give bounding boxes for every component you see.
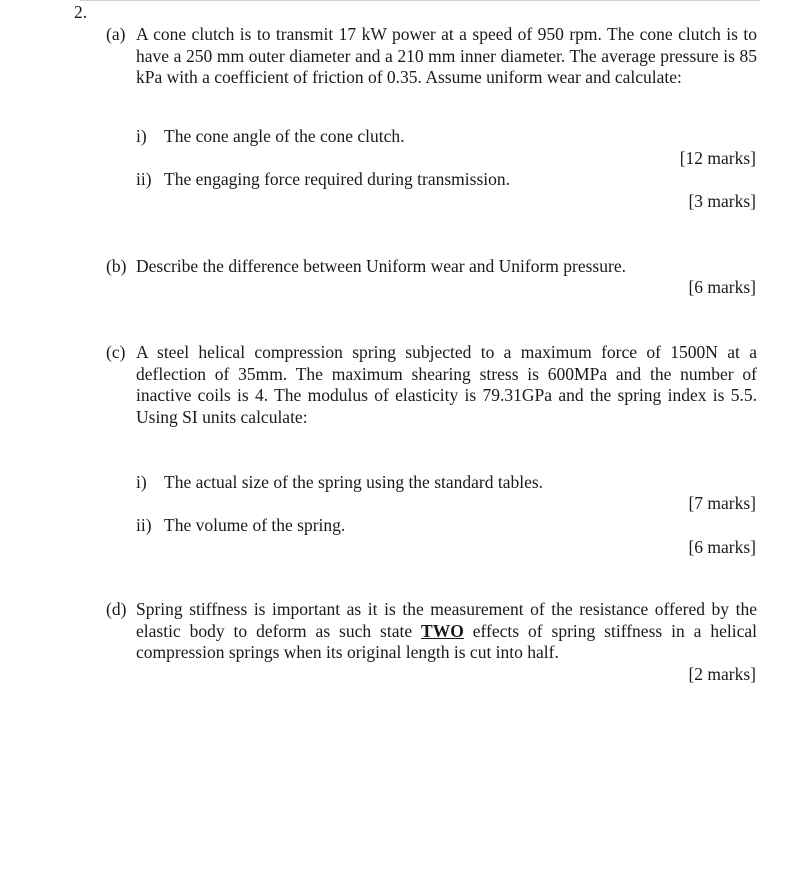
part-b-marks: [6 marks] xyxy=(688,277,756,297)
part-a-sub-2-marks: [3 marks] xyxy=(688,191,756,211)
part-d-text-after: effects of spring stiffness in a helical compression springs when its original length is cut into half. xyxy=(136,620,757,662)
part-c-sub-1-number: i) xyxy=(136,472,147,492)
question-number: 2. xyxy=(74,2,88,22)
part-a-text: A cone clutch is to transmit 17 kW power at a speed of 950 rpm. The cone clutch is to have a 250 mm outer diameter and a 210 mm inner diameter. The average pressure is 85 kPa with a coefficient of friction of 0.35. Assume uniform wear and calculate: xyxy=(136,24,757,87)
part-c-sub-2-number: ii) xyxy=(136,515,152,535)
part-d-marks: [2 marks] xyxy=(688,664,756,684)
part-a-sub-1-number: i) xyxy=(136,126,147,146)
part-a-label: (a) xyxy=(106,24,126,44)
part-d-emphasis: TWO xyxy=(421,620,464,641)
part-c-sub-2-marks: [6 marks] xyxy=(688,537,756,557)
part-b-text: Describe the difference between Uniform wear and Uniform pressure. xyxy=(136,256,626,276)
part-c-sub-1-text: The actual size of the spring using the standard tables. xyxy=(164,472,544,492)
part-d-text xyxy=(136,599,757,664)
part-c-text: A steel helical compression spring subjected to a maximum force of 1500N at a deflection of 35mm. The maximum shearing stress is 600MPa and the number of inactive coils is 4. The modulus of elasticity is 79.31GPa and the spring index is 5.5. Using SI units calculate: xyxy=(136,342,757,427)
part-c-sub-2-text: The volume of the spring. xyxy=(164,515,346,535)
top-rule xyxy=(80,0,760,1)
part-d-label: (d) xyxy=(106,599,127,619)
part-b-label: (b) xyxy=(106,256,127,276)
part-c-label: (c) xyxy=(106,342,126,362)
part-a-sub-2-number: ii) xyxy=(136,169,152,189)
part-c-sub-1-marks: [7 marks] xyxy=(688,493,756,513)
part-a-sub-1-text: The cone angle of the cone clutch. xyxy=(164,126,405,146)
part-d-text-before: Spring stiffness is important as it is the measurement of the resistance offered by the elastic body to deform as such state xyxy=(136,599,757,641)
part-a-sub-2-text: The engaging force required during transmission. xyxy=(164,169,511,189)
part-a-sub-1-marks: [12 marks] xyxy=(679,148,756,168)
